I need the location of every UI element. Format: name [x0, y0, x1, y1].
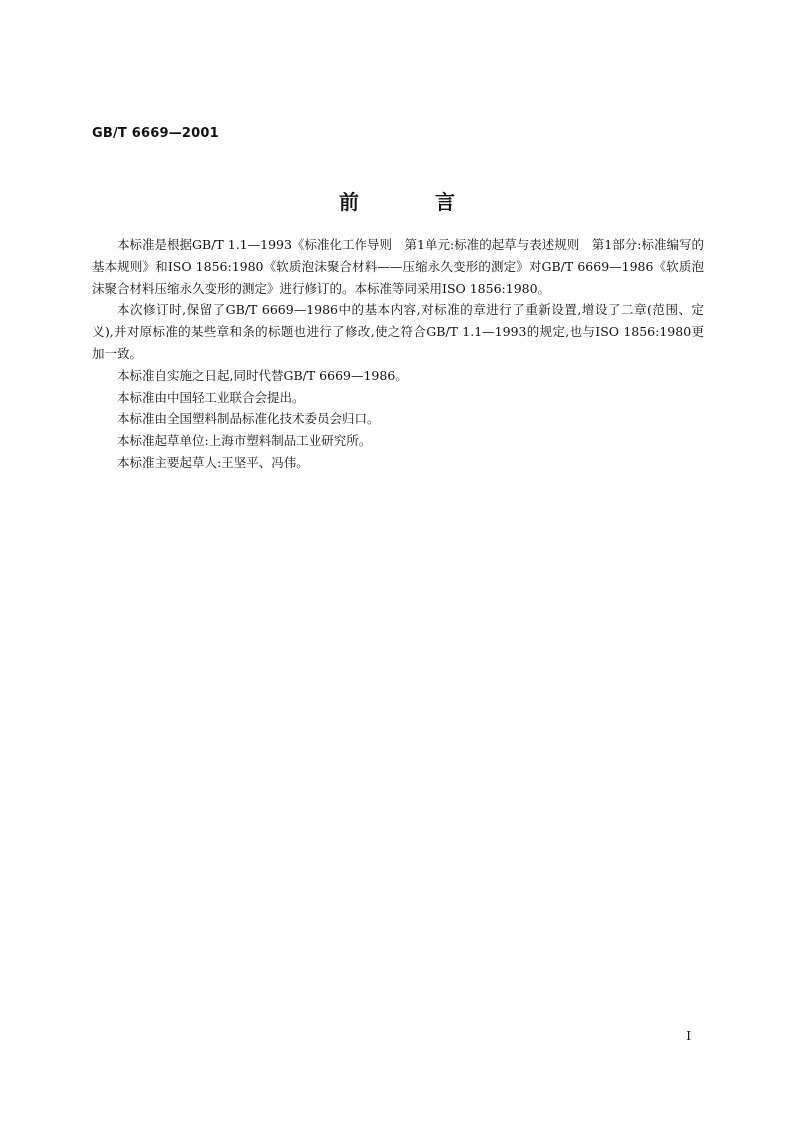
paragraph-proposer: 本标准由中国轻工业联合会提出。: [117, 389, 305, 405]
page-number: I: [686, 1029, 691, 1043]
standard-code: GB/T 6669—2001: [92, 126, 219, 141]
paragraph-replacement: 本标准自实施之日起,同时代替GB/T 6669—1986。: [117, 367, 408, 383]
page-title: 前 言: [339, 190, 483, 214]
paragraph-administrator: 本标准由全国塑料制品标准化技术委员会归口。: [117, 411, 380, 427]
paragraph-drafters: 本标准主要起草人:王坚平、冯伟。: [117, 454, 309, 470]
paragraph-drafting-unit: 本标准起草单位:上海市塑料制品工业研究所。: [117, 433, 372, 449]
foreword-body: [92, 234, 704, 474]
paragraph-revision: 本次修订时,保留了GB/T 6669—1986中的基本内容,对标准的章进行了重新设置,增设了二章(范围、定义),并对原标准的某些章和条的标题也进行了修改,使之符合GB/T 1.1—1993的规定,也与ISO 1856:1980更加一致。: [92, 302, 704, 361]
paragraph-basis: 本标准是根据GB/T 1.1—1993《标准化工作导则 第1单元:标准的起草与表述规则 第1部分:标准编写的基本规则》和ISO 1856:1980《软质泡沫聚合材料——压缩永久变形的测定》对GB/T 6669—1986《软质泡沫聚合材料压缩永久变形的测定》进行修订的。本标准等同采用ISO 1856:1980。: [92, 237, 704, 296]
